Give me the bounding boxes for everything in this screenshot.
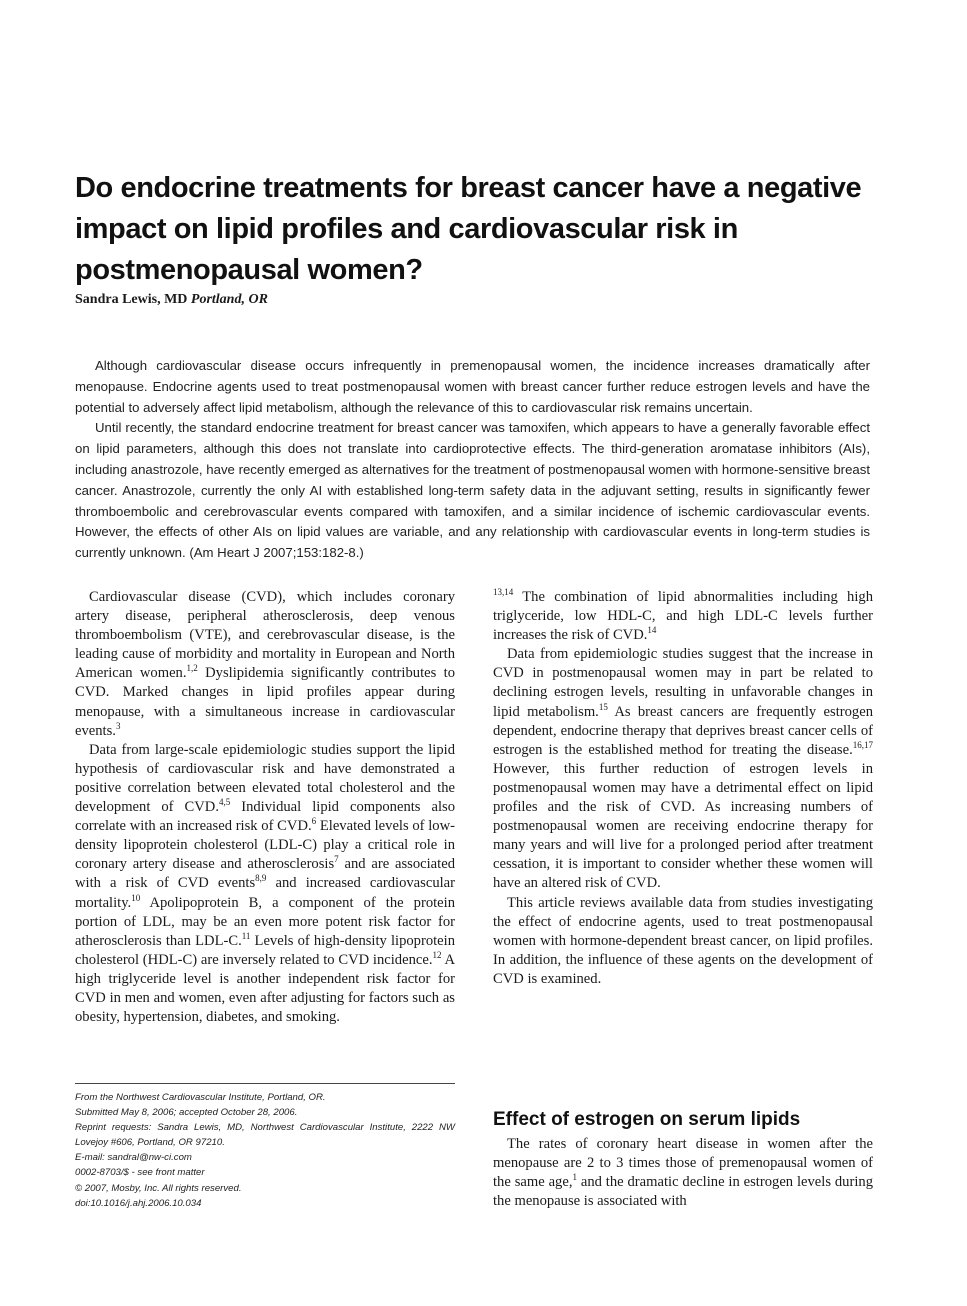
footnote-copyright: © 2007, Mosby, Inc. All rights reserved. [75, 1182, 242, 1194]
section-body [493, 1135, 873, 1211]
footnote-dates: Submitted May 8, 2006; accepted October 28, 2006. [75, 1107, 298, 1119]
citation-ref: 4,5 [218, 797, 231, 808]
body-column-left [75, 588, 455, 1027]
citation-ref: 1 [572, 1172, 577, 1183]
article-title: Do endocrine treatments for breast cancer have a negative impact on lipid profiles and cardiovascular risk in postmenopausal women? [75, 172, 862, 286]
footnotes [75, 1090, 455, 1211]
citation-ref: 6 [311, 816, 317, 827]
abstract [75, 356, 870, 564]
author-location: Portland, OR [190, 292, 268, 307]
body-paragraph: Cardiovascular disease (CVD), which includes coronary artery disease, peripheral atherosclerosis, deep venous thromboembolism (VTE), and cerebrovascular disease, is the leading cause of morbidity and mortality in European and North American women.$^{1,2}$ Dyslipidemia significantly contributes to CVD. Marked changes in lipid profiles appear during menopause, with a simultaneous increase in cardiovascular events.$^3$ [75, 589, 455, 739]
body-paragraph: Data from epidemiologic studies suggest that the increase in CVD in postmenopausal women may in part be related to declining estrogen levels, resulting in unfavorable changes in lipid metabolism.$^{15}$ As breast cancers are frequently estrogen dependent, endocrine therapy that deprives breast cancer cells of estrogen is the established method for treating the disease.$^{16,17}$ However, this further reduction of estrogen levels in postmenopausal women may have a detrimental effect on lipid profiles and the risk of CVD. As increasing numbers of postmenopausal women are receiving endocrine therapy for many years and will live for a prolonged period after treatment cessation, it is important to consider whether these women will have an altered risk of CVD. [493, 646, 873, 892]
body-paragraph: The rates of coronary heart disease in women after the menopause are 2 to 3 times those of premenopausal women of the same age,$^1$ and the dramatic decline in estrogen levels during the menopause is associated with [493, 1136, 873, 1210]
footnote-issn: 0002-8703/$ - see front matter [75, 1167, 205, 1179]
citation-ref: 3 [115, 720, 121, 731]
citation-ref: 10 [131, 892, 141, 903]
body-paragraph: Data from large-scale epidemiologic studies support the lipid hypothesis of cardiovascular risk and have demonstrated a positive correlation between elevated total cholesterol and the development of CVD.$^{4,5}$ Individual lipid components also correlate with an increased risk of CVD.$^6$ Elevated levels of low-density lipoprotein cholesterol (LDL-C) play a critical role in coronary artery disease and atherosclerosis$^7$ and are associated with a risk of CVD events$^{8,9}$ and increased cardiovascular mortality.$^{10}$ Apolipoprotein B, a component of the protein portion of LDL, may be an even more potent risk factor for atherosclerosis than LDL-C.$^{11}$ Levels of high-density lipoprotein cholesterol (HDL-C) are inversely related to CVD incidence.$^{12}$ A high triglyceride level is another independent risk factor for CVD in men and women, even after adjusting for factors such as obesity, hypertension, diabetes, and smoking. [75, 741, 456, 1026]
citation-ref: 7 [334, 854, 339, 865]
body-column-right [493, 588, 873, 989]
footnote-reprint: Reprint requests: Sandra Lewis, MD, Northwest Cardiovascular Institute, 2222 NW Lovejoy #606, Portland, OR 97210. [75, 1122, 455, 1149]
footnote-doi[interactable]: doi:10.1016/j.ahj.2006.10.034 [75, 1197, 202, 1209]
citation-ref: 8,9 [255, 873, 267, 884]
author-byline [75, 292, 268, 308]
citation-ref: 15 [598, 701, 608, 712]
abstract-paragraph: Although cardiovascular disease occurs infrequently in premenopausal women, the incidence increases dramatically after menopause. Endocrine agents used to treat postmenopausal women with breast cancer further reduce estrogen levels and have the potential to adversely affect lipid metabolism, although the relevance of this to cardiovascular risk remains uncertain. [75, 358, 870, 415]
citation-ref: 14 [647, 625, 657, 636]
footnote-email: E-mail: sandral@nw-ci.com [75, 1152, 192, 1164]
citation-ref: 11 [241, 930, 251, 941]
citation-ref: 16,17 [852, 739, 873, 750]
citation-ref: 12 [432, 949, 442, 960]
body-paragraph-continued: $^{13,14}$ The combination of lipid abnormalities including high triglyceride, low HDL-C, and high LDL-C levels further increases the risk of CVD.$^{14}$ [493, 587, 873, 644]
citation-ref: 1,2 [186, 663, 198, 674]
footnote-affiliation: From the Northwest Cardiovascular Institute, Portland, OR. [75, 1092, 326, 1103]
citation-ref: 13,14 [493, 587, 514, 597]
body-paragraph: This article reviews available data from studies investigating the effect of endocrine agents, used to treat postmenopausal women with hormone-dependent breast cancer, on lipid profiles. In addition, the influence of these agents on the development of CVD is examined. [493, 894, 873, 987]
abstract-paragraph: Until recently, the standard endocrine treatment for breast cancer was tamoxifen, which appears to have a generally favorable effect on lipid parameters, although this does not translate into cardioprotective effects. The third-generation aromatase inhibitors (AIs), including anastrozole, have recently emerged as alternatives for the treatment of postmenopausal women with hormone-sensitive breast cancer. Anastrozole, currently the only AI with established long-term safety data in the adjuvant setting, results in significantly fewer thromboembolic and cerebrovascular events compared with tamoxifen, and a similar incidence of ischemic cardiovascular events. However, the effects of other AIs on lipid values are variable, and any relationship with cardiovascular events in long-term studies is currently unknown. (Am Heart J 2007;153:182-8.) [75, 420, 870, 561]
section-heading: Effect of estrogen on serum lipids [493, 1109, 801, 1130]
footnote-divider [75, 1083, 455, 1084]
author-name: Sandra Lewis, MD [75, 292, 188, 307]
